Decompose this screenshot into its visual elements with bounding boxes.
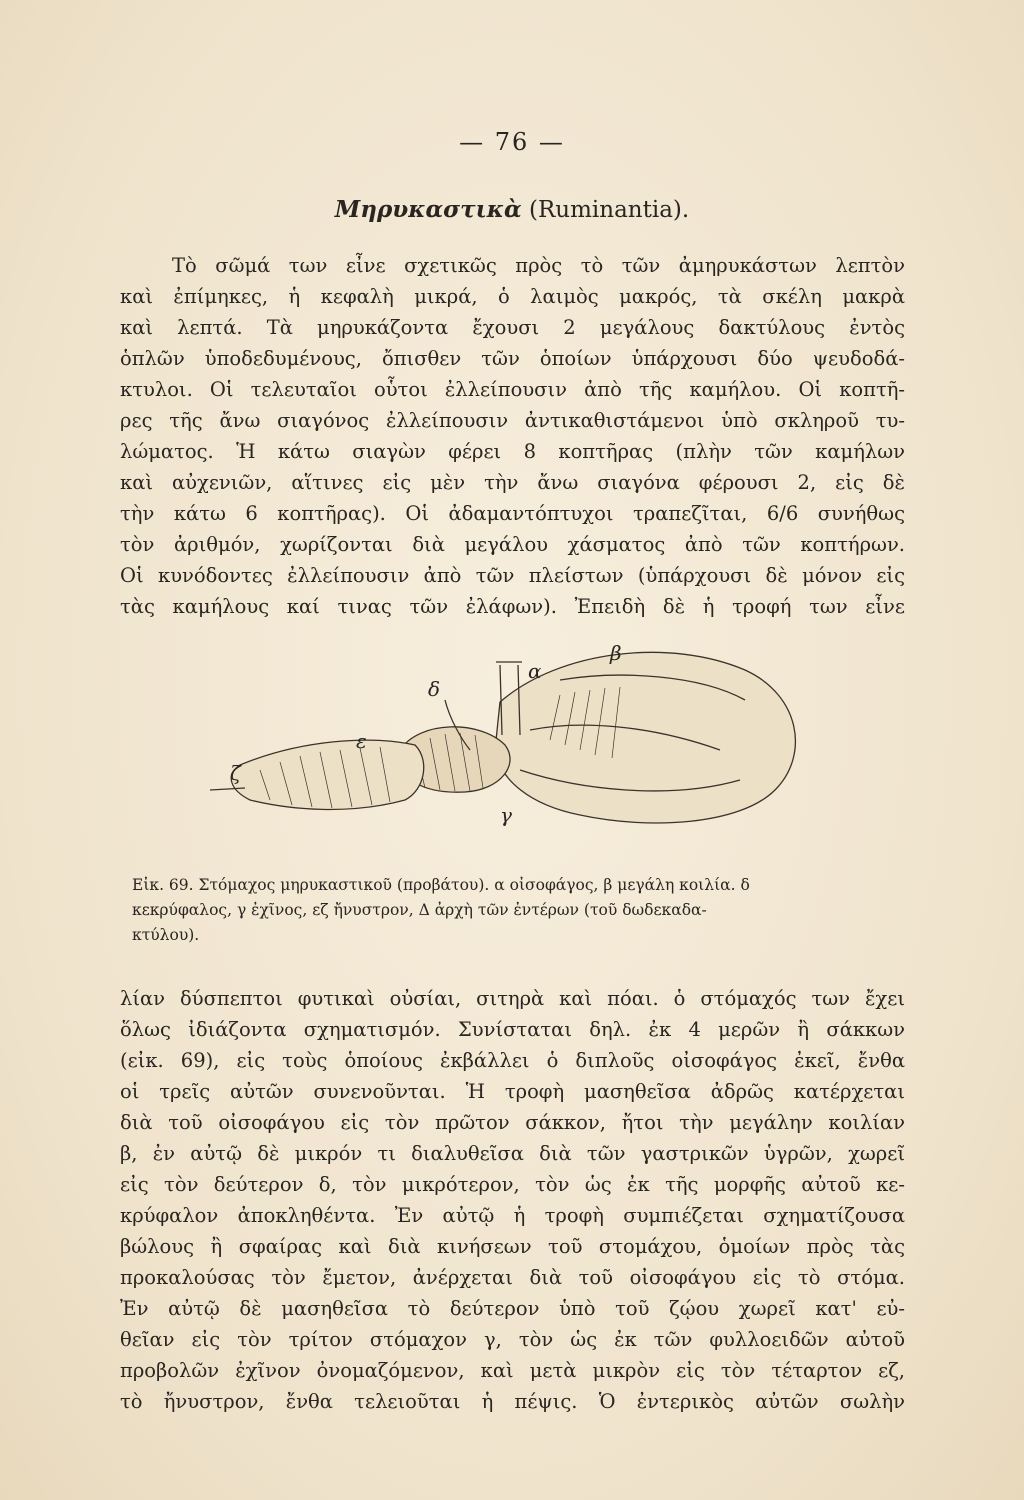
text-line: τὸν ἀριθμόν, χωρίζονται διὰ μεγάλου χάσματος ἀπὸ τῶν κοπτήρων.: [120, 533, 905, 556]
text-line: λώματος. Ἡ κάτω σιαγὼν φέρει 8 κοπτῆρας (πλὴν τῶν καμήλων: [120, 440, 905, 463]
paragraph-2: [120, 983, 905, 1417]
paragraph-1: [120, 250, 905, 622]
stomach-illustration: [200, 640, 920, 855]
text-line: ρες τῆς ἄνω σιαγόνος ἐλλείπουσιν ἀντικαθιστάμενοι ὑπὸ σκληροῦ τυ-: [120, 409, 905, 432]
figure-caption: [132, 873, 902, 948]
text-line: καὶ ἐπίμηκες, ἡ κεφαλὴ μικρά, ὁ λαιμὸς μακρός, τὰ σκέλη μακρὰ: [120, 285, 905, 308]
label-beta: β: [610, 641, 622, 665]
text-line: βώλους ἢ σφαίρας καὶ διὰ κινήσεων τοῦ στομάχου, ὁμοίων πρὸς τὰς: [120, 1235, 905, 1258]
label-gamma: γ: [500, 803, 512, 827]
label-epsilon: ε: [356, 729, 367, 753]
section-title: [0, 196, 1024, 223]
caption-line: κεκρύφαλος, γ ἐχῖνος, εζ ἤνυστρον, Δ ἀρχὴ τῶν ἐντέρων (τοῦ δωδεκαδα-: [132, 901, 707, 919]
text-line: τὸ ἤνυστρον, ἔνθα τελειοῦται ἡ πέψις. Ὁ ἐντερικὸς αὐτῶν σωλὴν: [120, 1390, 905, 1413]
caption-line: κτύλου).: [132, 926, 200, 944]
section-title-latin: (Ruminantia).: [528, 197, 690, 223]
text-line: εἰς τὸν δεύτερον δ, τὸν μικρότερον, τὸν ὡς ἐκ τῆς μορφῆς αὐτοῦ κε-: [120, 1173, 905, 1196]
text-line: λίαν δύσπεπτοι φυτικαὶ οὐσίαι, σιτηρὰ καὶ πόαι. ὁ στόμαχός των ἔχει: [120, 987, 905, 1010]
page-number: — 76 —: [459, 128, 565, 156]
stomach-drawing: [200, 640, 920, 855]
label-zeta: ζ: [230, 761, 241, 785]
text-line: κρύφαλον ἀποκληθέντα. Ἐν αὐτῷ ἡ τροφὴ συμπιέζεται σχηματίζουσα: [120, 1204, 905, 1227]
text-line: κτυλοι. Οἱ τελευταῖοι οὗτοι ἐλλείπουσιν ἀπὸ τῆς καμήλου. Οἱ κοπτῆ-: [120, 378, 905, 401]
text-line: διὰ τοῦ οἰσοφάγου εἰς τὸν πρῶτον σάκκον, ἤτοι τὴν μεγάλην κοιλίαν: [120, 1111, 905, 1134]
text-line: Ἐν αὐτῷ δὲ μασηθεῖσα τὸ δεύτερον ὑπὸ τοῦ ζῴου χωρεῖ κατ' εὐ-: [120, 1297, 905, 1320]
text-line: θεῖαν εἰς τὸν τρίτον στόμαχον γ, τὸν ὡς ἐκ τῶν φυλλοειδῶν αὐτοῦ: [120, 1328, 905, 1351]
text-line: ὅλως ἰδιάζοντα σχηματισμόν. Συνίσταται δηλ. ἐκ 4 μερῶν ἢ σάκκων: [120, 1018, 905, 1041]
text-line: οἱ τρεῖς αὐτῶν συνενοῦνται. Ἡ τροφὴ μασηθεῖσα ἀδρῶς κατέρχεται: [120, 1080, 905, 1103]
text-line: Οἱ κυνόδοντες ἐλλείπουσιν ἀπὸ τῶν πλείστων (ὑπάρχουσι δὲ μόνον εἰς: [120, 564, 905, 587]
text-line: προβολῶν ἐχῖνον ὀνομαζόμενον, καὶ μετὰ μικρὸν εἰς τὸν τέταρτον εζ,: [120, 1359, 905, 1382]
text-line: ὁπλῶν ὑποδεδυμένους, ὄπισθεν τῶν ὁποίων ὑπάρχουσι δύο ψευδοδά-: [120, 347, 905, 370]
label-delta: δ: [428, 677, 441, 701]
text-line: προκαλούσας τὸν ἔμετον, ἀνέρχεται διὰ τοῦ οἰσοφάγου εἰς τὸ στόμα.: [120, 1266, 905, 1289]
text-line: καὶ λεπτά. Τὰ μηρυκάζοντα ἔχουσι 2 μεγάλους δακτύλους ἐντὸς: [120, 316, 905, 339]
caption-line: Εἰκ. 69. Στόμαχος μηρυκαστικοῦ (προβάτου). α οἰσοφάγος, β μεγάλη κοιλία. δ: [132, 876, 750, 894]
text-line: τὴν κάτω 6 κοπτῆρας). Οἱ ἀδαμαντόπτυχοι τραπεζῖται, 6/6 συνήθως: [120, 502, 905, 525]
label-alpha: α: [528, 659, 542, 683]
text-line: β, ἐν αὐτῷ δὲ μικρόν τι διαλυθεῖσα διὰ τῶν γαστρικῶν ὑγρῶν, χωρεῖ: [120, 1142, 905, 1165]
section-title-greek: Μηρυκαστικὰ: [334, 196, 522, 223]
text-line: τὰς καμήλους καί τινας τῶν ἐλάφων). Ἐπειδὴ δὲ ἡ τροφή των εἶνε: [120, 595, 905, 618]
text-line: καὶ αὐχενιῶν, αἵτινες εἰς μὲν τὴν ἄνω σιαγόνα φέρουσι 2, εἰς δὲ: [120, 471, 905, 494]
text-line: Τὸ σῶμά των εἶνε σχετικῶς πρὸς τὸ τῶν ἀμηρυκάστων λεπτὸν: [172, 254, 905, 277]
text-line: (εἰκ. 69), εἰς τοὺς ὁποίους ἐκβάλλει ὁ διπλοῦς οἰσοφάγος ἐκεῖ, ἔνθα: [120, 1049, 905, 1072]
